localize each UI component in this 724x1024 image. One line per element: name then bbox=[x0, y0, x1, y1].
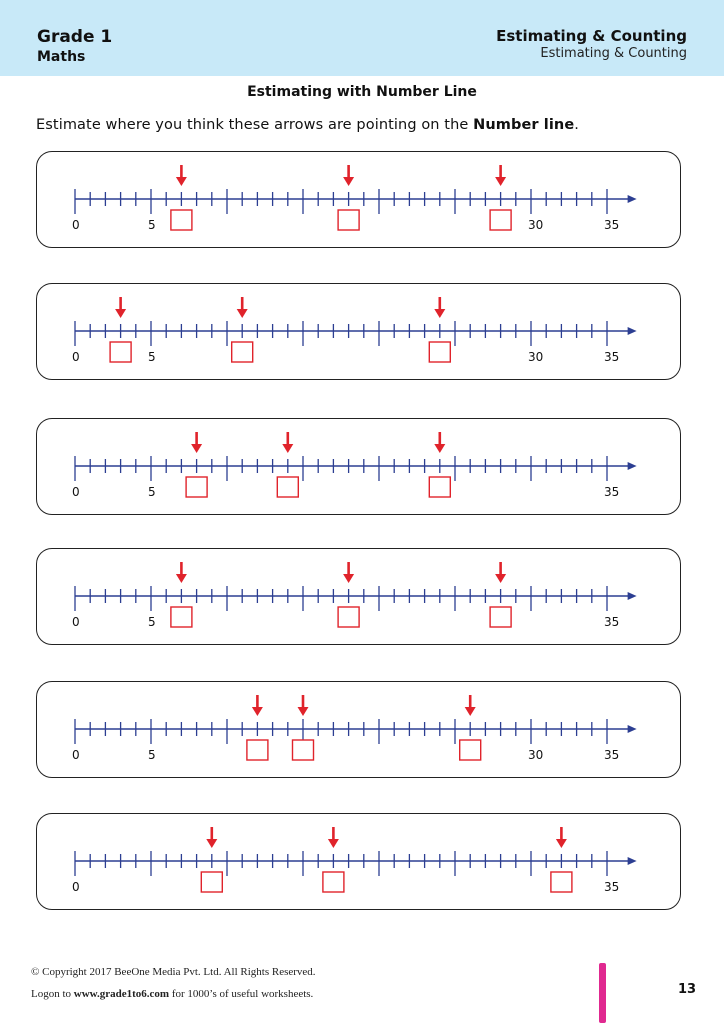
subject-label: Maths bbox=[37, 49, 86, 65]
pointer-arrow-icon bbox=[328, 839, 339, 848]
tick-label: 35 bbox=[604, 880, 620, 894]
answer-box[interactable] bbox=[551, 872, 572, 892]
axis-arrowhead-icon bbox=[628, 725, 637, 733]
logon-site-link[interactable]: www.grade1to6.com bbox=[73, 988, 170, 1000]
answer-box[interactable] bbox=[460, 740, 481, 760]
number-line-panel bbox=[36, 418, 681, 515]
pointer-arrow-icon bbox=[237, 309, 248, 318]
axis-arrowhead-icon bbox=[628, 195, 637, 203]
axis-arrowhead-icon bbox=[628, 327, 637, 335]
pointer-arrow-icon bbox=[191, 444, 202, 453]
instruction-prefix: Estimate where you think these arrows are pointing on the bbox=[36, 117, 474, 133]
answer-box[interactable] bbox=[171, 210, 192, 230]
number-line bbox=[37, 419, 682, 516]
pointer-arrow-icon bbox=[298, 707, 309, 716]
pointer-arrow-icon bbox=[282, 444, 293, 453]
answer-box[interactable] bbox=[277, 477, 298, 497]
pointer-arrow-icon bbox=[176, 177, 187, 186]
axis-arrowhead-icon bbox=[628, 592, 637, 600]
axis-arrowhead-icon bbox=[628, 462, 637, 470]
worksheet-title: Estimating with Number Line bbox=[247, 84, 477, 100]
subtopic-title: Estimating & Counting bbox=[540, 46, 687, 61]
number-line-panel bbox=[36, 548, 681, 645]
tick-label: 35 bbox=[604, 218, 620, 232]
tick-label: 0 bbox=[72, 615, 80, 629]
pointer-arrow-icon bbox=[465, 707, 476, 716]
brand-strip bbox=[599, 963, 606, 1023]
instruction-text bbox=[36, 117, 579, 133]
page-header bbox=[0, 0, 724, 76]
answer-box[interactable] bbox=[429, 477, 450, 497]
answer-box[interactable] bbox=[247, 740, 268, 760]
answer-box[interactable] bbox=[323, 872, 344, 892]
number-line-panel bbox=[36, 151, 681, 248]
number-line bbox=[37, 152, 682, 249]
logon-suffix: for 1000’s of useful worksheets. bbox=[169, 988, 314, 1000]
number-line bbox=[37, 682, 682, 779]
pointer-arrow-icon bbox=[434, 444, 445, 453]
logon-text bbox=[31, 988, 313, 1000]
tick-label: 5 bbox=[148, 485, 156, 499]
pointer-arrow-icon bbox=[176, 574, 187, 583]
answer-box[interactable] bbox=[171, 607, 192, 627]
tick-label: 30 bbox=[528, 218, 544, 232]
pointer-arrow-icon bbox=[343, 177, 354, 186]
pointer-arrow-icon bbox=[495, 177, 506, 186]
page-number: 13 bbox=[678, 982, 697, 997]
answer-box[interactable] bbox=[338, 607, 359, 627]
grade-label: Grade 1 bbox=[37, 27, 113, 47]
tick-label: 0 bbox=[72, 485, 80, 499]
copyright-text: © Copyright 2017 BeeOne Media Pvt. Ltd. All Rights Reserved. bbox=[31, 966, 316, 978]
tick-label: 5 bbox=[148, 350, 156, 364]
number-line-panel bbox=[36, 283, 681, 380]
tick-label: 0 bbox=[72, 880, 80, 894]
answer-box[interactable] bbox=[232, 342, 253, 362]
tick-label: 5 bbox=[148, 748, 156, 762]
number-line bbox=[37, 284, 682, 381]
answer-box[interactable] bbox=[338, 210, 359, 230]
tick-label: 35 bbox=[604, 615, 620, 629]
answer-box[interactable] bbox=[429, 342, 450, 362]
answer-box[interactable] bbox=[490, 607, 511, 627]
number-line-panel bbox=[36, 813, 681, 910]
answer-box[interactable] bbox=[110, 342, 131, 362]
tick-label: 35 bbox=[604, 350, 620, 364]
number-line bbox=[37, 549, 682, 646]
answer-box[interactable] bbox=[293, 740, 314, 760]
tick-label: 0 bbox=[72, 350, 80, 364]
number-line-panel bbox=[36, 681, 681, 778]
instruction-bold: Number line bbox=[473, 117, 575, 133]
tick-label: 30 bbox=[528, 748, 544, 762]
pointer-arrow-icon bbox=[206, 839, 217, 848]
tick-label: 5 bbox=[148, 615, 156, 629]
axis-arrowhead-icon bbox=[628, 857, 637, 865]
tick-label: 0 bbox=[72, 218, 80, 232]
pointer-arrow-icon bbox=[252, 707, 263, 716]
tick-label: 35 bbox=[604, 748, 620, 762]
tick-label: 0 bbox=[72, 748, 80, 762]
instruction-suffix: . bbox=[574, 117, 580, 133]
answer-box[interactable] bbox=[201, 872, 222, 892]
pointer-arrow-icon bbox=[556, 839, 567, 848]
pointer-arrow-icon bbox=[434, 309, 445, 318]
topic-title: Estimating & Counting bbox=[496, 27, 687, 45]
answer-box[interactable] bbox=[490, 210, 511, 230]
tick-label: 5 bbox=[148, 218, 156, 232]
tick-label: 35 bbox=[604, 485, 620, 499]
number-line bbox=[37, 814, 682, 911]
tick-label: 30 bbox=[528, 350, 544, 364]
answer-box[interactable] bbox=[186, 477, 207, 497]
logon-prefix: Logon to bbox=[31, 988, 74, 1000]
pointer-arrow-icon bbox=[343, 574, 354, 583]
pointer-arrow-icon bbox=[495, 574, 506, 583]
pointer-arrow-icon bbox=[115, 309, 126, 318]
